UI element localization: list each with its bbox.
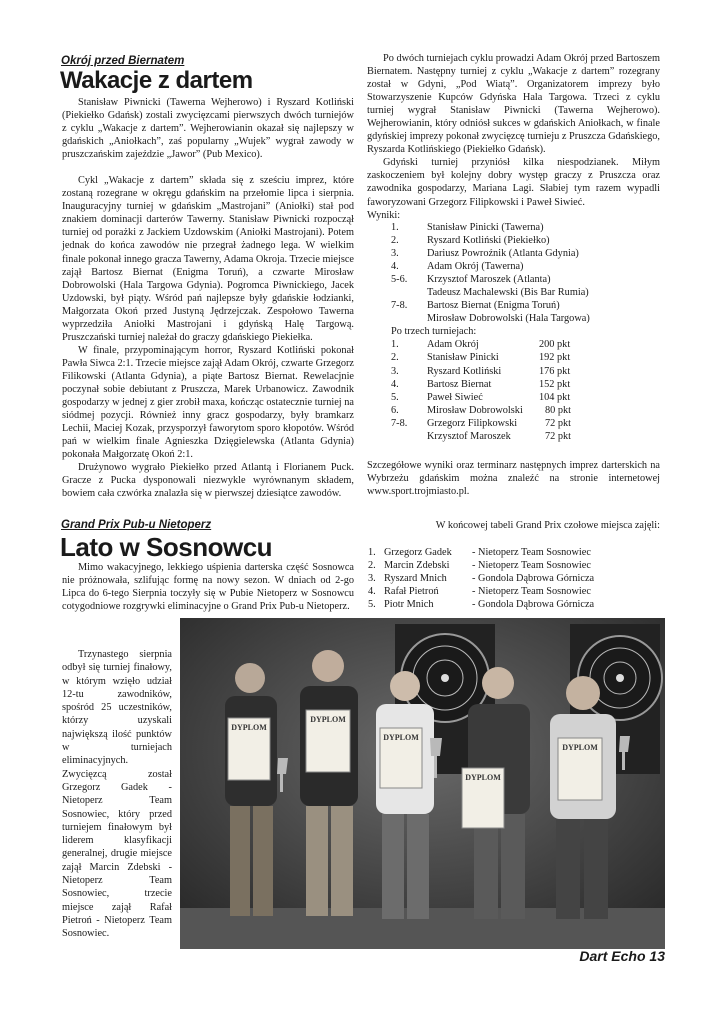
page-number: 13 bbox=[649, 948, 665, 964]
standings-row: 4. Bartosz Biernat 152 pkt bbox=[391, 378, 571, 390]
magazine-name: Dart Echo bbox=[579, 948, 646, 964]
article1-paragraph-3: Drużynowo wygrało Piekiełko przed Atlantą i Florianem Puck. Gracze z Pucka dysponowali niezwykle wyrównanym składem, bowiem cała czwórka znalazła się w pierwszej dziesiątce zawodów. bbox=[62, 462, 354, 500]
results-row: 4. Adam Okrój (Tawerna) bbox=[391, 261, 524, 273]
grand-prix-table bbox=[368, 546, 661, 611]
article1-column-left bbox=[62, 96, 354, 500]
gp-row: 1. Grzegorz Gadek - Nietoperz Team Sosnowiec bbox=[368, 547, 591, 558]
article2-kicker: Grand Prix Pub-u Nietoperz bbox=[61, 519, 212, 531]
closing-text: Szczegółowe wyniki oraz terminarz następnych imprez darterskich na Wybrzeżu gdańskim można znaleźć na stronie internetowej www.sport.trojmiasto.pl. bbox=[367, 460, 660, 498]
standings-row: Krzysztof Maroszek 72 pkt bbox=[427, 430, 572, 442]
article2-intro: Mimo wakacyjnego, lekkiego uśpienia darterska część Sosnowca nie próżnowała, szlifując formę na nowy sezon. W dniach od 2-go Lipca do 6-tego Sierpnia toczyły się w Pubie Nietoperz w Sosnowcu cotygodniowe rozgrywki eliminacyjne o Grand Prix Pub-u Nietoperz. bbox=[62, 562, 354, 613]
article2-final-label bbox=[367, 519, 660, 532]
article1-column-right bbox=[367, 52, 660, 222]
diploma-2-title: DYPLOM bbox=[310, 715, 346, 724]
article2-side-text: Trzynastego sierpnia odbył się turniej finałowy, w którym wzięło udział 12-tu zawodników, spośród 25 uczestników, którzy uzyskali największą ilość punktów w turniejach eliminacyjnych. Zwycięzcą został Grzegorz Gadek - Nietoperz Team Sosnowiec, który przed turniejem finałowym był liderem klasyfikacji generalnej, drugie miejsce zajął Marcin Zdebski - Nietoperz Team Sosnowiec, trzecie miejsce zajął Rafał Pietroń - Nietoperz Team Sosnowiec. bbox=[62, 649, 172, 940]
article1-intro: Stanisław Piwnicki (Tawerna Wejherowo) i Ryszard Kotliński (Piekiełko Gdańsk) zostali zwycięzcami pierwszych dwóch turniejów z cyklu „Wakacje z dartem”. Wejherowianin okazał się najlepszy w gdańskich „Aniołkach”, zaś popularny „Wujek” wygrał zawody w pruszczańskim zajeździe „Jawor” (Pub Mexico). bbox=[62, 97, 354, 161]
results-row: 1. Stanisław Pinicki (Tawerna) bbox=[391, 222, 544, 233]
standings-row: 1. Adam Okrój 200 pkt bbox=[391, 339, 571, 351]
results-row: 5-6. Krzysztof Maroszek (Atlanta) bbox=[391, 274, 551, 286]
article1-right-paragraph-2: Gdyński turniej przyniósł kilka niespodzianek. Miłym zaskoczeniem był kolejny dobry występ graczy z Pruszcza oraz zawodnika gospodarzy, Mariana Lagi. Słabiej tym razem wypadli faworyzowani Grzegorz Filipkowski i Paweł Siwieć. bbox=[367, 157, 660, 208]
results-row: 3. Dariusz Powroźnik (Atlanta Gdynia) bbox=[391, 248, 579, 260]
standings-row: 6. Mirosław Dobrowolski 80 pkt bbox=[391, 404, 572, 416]
article1-closing bbox=[367, 459, 660, 498]
results-label: Wyniki: bbox=[367, 209, 401, 221]
results-list bbox=[367, 221, 660, 443]
gp-row: 5. Piotr Mnich - Gondola Dąbrowa Górnicza bbox=[368, 599, 595, 611]
gp-row: 3. Ryszard Mnich - Gondola Dąbrowa Górnicza bbox=[368, 573, 595, 585]
results-row: 7-8. Bartosz Biernat (Enigma Toruń) bbox=[391, 300, 560, 312]
article1-right-paragraph-1: Po dwóch turniejach cyklu prowadzi Adam Okrój przed Bartoszem Biernatem. Następny turniej z cyklu „Wakacje z dartem” rozegrany został w Gdyni, „Pod Wiatą”. Organizatorem imprezy było Stowarzyszenie Kupców Gdyńska Hala Targowa. Trzeci z cyklu turniej wygrał Stanisław Piwnicki (Tawerna Wejherowo). Wejherowianin, który odniósł sukces w gdańskich Aniołkach, w finale gdyńskiej imprezy pokonał zwycięzcę turnieju z Pruszcza Gdańskiego, Ryszarda Kotlińskiego (Piekiełko Gdańsk). bbox=[367, 53, 660, 156]
results-row: 2. Ryszard Kotliński (Piekiełko) bbox=[391, 235, 550, 247]
article2-headline: Lato w Sosnowcu bbox=[60, 532, 273, 562]
article1-paragraph-2: W finale, przypominającym horror, Ryszard Kotliński pokonał Pawła Siwca 2:1. Trzecie miejsce zajął Adam Okrój, czwarte Grzegorz Filikowski (Atlanta Gdynia), a piąte Bartosz Biernat. Rewelacjnie poczynał sobie debiutant z Pruszcza, Marek Urbanowicz. Zawodnik gospodarzy w jednej z gier zrobił maxa, kończąc ostatecznie turniej na siódmej pozycji. Również inny gracz gospodarzy, były bramkarz Lechii, Maciej Kozak, przysporzył faworytom sporo kłopotów. Wśród pań w wielkim finale Agnieszka Dzięgielewska (Atlanta Gdynia) pokonała Małgorzatę Okoń 2:1. bbox=[62, 344, 354, 461]
standings-label: Po trzech turniejach: bbox=[391, 326, 477, 338]
final-label: W końcowej tabeli Grand Prix czołowe miejsca zajęli: bbox=[435, 520, 660, 531]
article1-kicker: Okrój przed Biernatem bbox=[61, 55, 185, 67]
standings-row: 5. Paweł Siwieć 104 pkt bbox=[391, 391, 571, 403]
diploma-4-title: DYPLOM bbox=[465, 773, 501, 782]
gp-row: 2. Marcin Zdebski - Nietoperz Team Sosnowiec bbox=[368, 560, 591, 572]
article2-side-column bbox=[62, 648, 172, 941]
standings-row: 7-8. Grzegorz Filipkowski 72 pkt bbox=[391, 417, 572, 429]
article1-paragraph-1: Cykl „Wakacje z dartem” składa się z sześciu imprez, które zostaną rozegrane w okręgu gdańskim na przełomie lipca i sierpnia. Inauguracyjny turniej w gdańskim „Mastrojani” (Aniołki) stał pod znakiem dominacji darterów Tawerny. Stanisław Piwnicki rozpoczął turniej od porażki z Jackiem Uzdowskim (Aniołki Mastrojani). Potem jednak do końca zawodów nie przegrał żadnego lega. W wielkim finale pokonał innego gracza Tawerny, Adama Okroja. Trzecie miejsce zajął Bartosz Biernat (Enigma Toruń), a czwarte Mirosław Dobrowolski (Hala Targowa Gdynia). Pogromca Piwnickiego, Jacek Uzdowski, był piąty. Wśród pań najlepsze były gdańskie łodzianki, Małgorzata Okoń przed Justyną Jędrzejczak. Zespołowo Tawerna wyprzedziła Aniołki Mastrojani i gdyńską Halę Targową. Pruszczański turniej należał do graczy gdańskiego Piekiełka. bbox=[62, 175, 354, 343]
article1-headline: Wakacje z dartem bbox=[60, 67, 253, 94]
standings-row: 2. Stanisław Pinicki 192 pkt bbox=[391, 352, 571, 364]
page-footer bbox=[579, 948, 665, 964]
gp-row: 4. Rafał Pietroń - Nietoperz Team Sosnowiec bbox=[368, 586, 591, 598]
diploma-1-title: DYPLOM bbox=[231, 723, 267, 732]
team-photo bbox=[180, 618, 665, 949]
diploma-3-title: DYPLOM bbox=[383, 733, 419, 742]
results-row: Tadeusz Machalewski (Bis Bar Rumia) bbox=[427, 287, 589, 299]
article2-intro-column bbox=[62, 561, 354, 613]
results-row: Mirosław Dobrowolski (Hala Targowa) bbox=[427, 313, 590, 325]
diploma-5-title: DYPLOM bbox=[562, 743, 598, 752]
standings-row: 3. Ryszard Kotliński 176 pkt bbox=[391, 365, 571, 377]
